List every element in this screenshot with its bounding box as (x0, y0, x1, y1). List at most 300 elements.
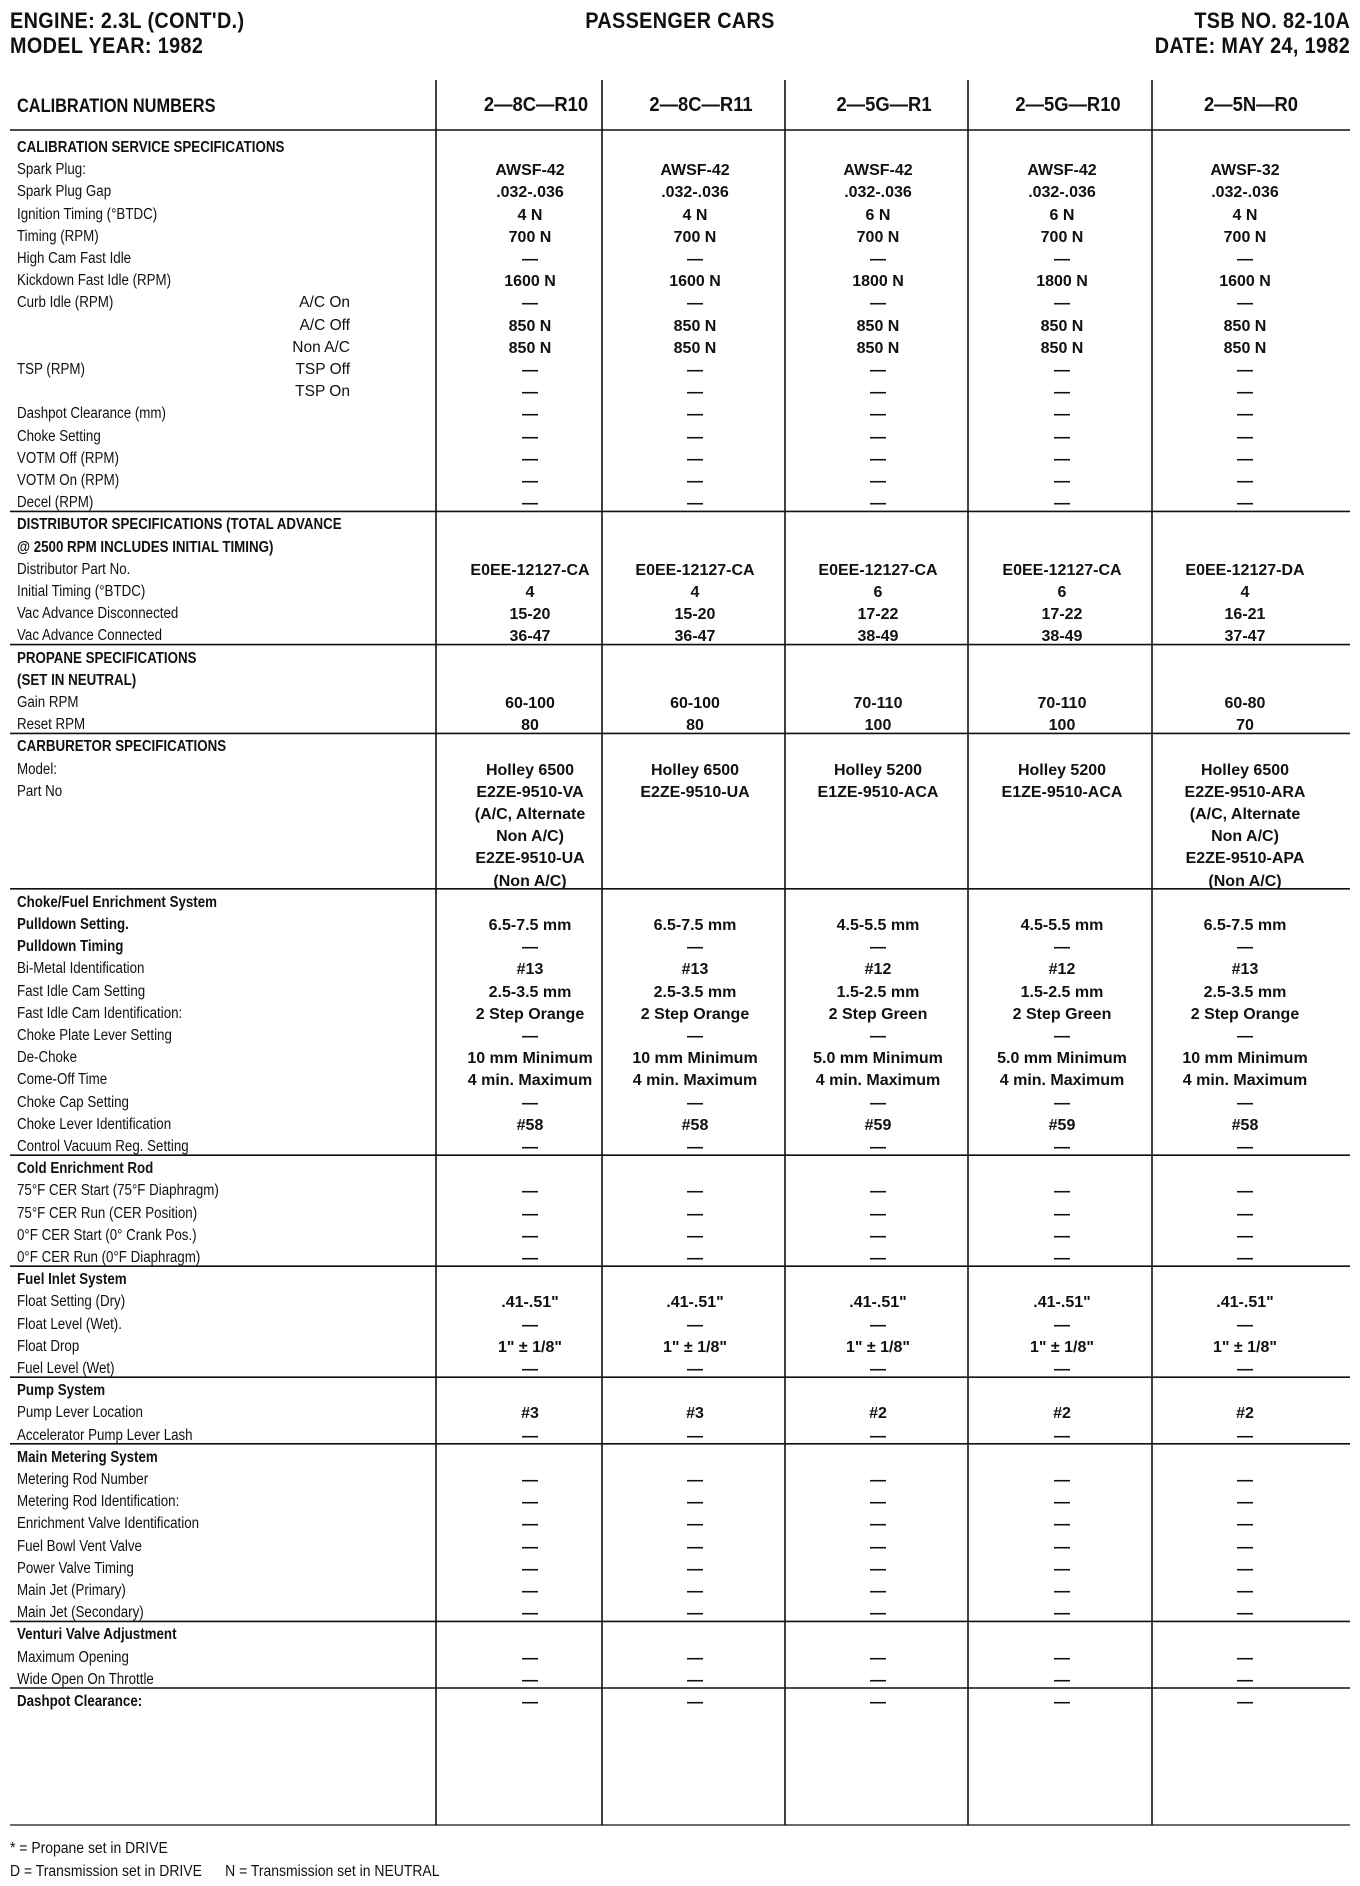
spec-value: 850 N (1040, 339, 1084, 357)
spec-value: — (1054, 1694, 1070, 1711)
spec-value: 4 (525, 584, 535, 601)
spec-value: 37-47 (1224, 628, 1266, 646)
spec-value: AWSF-32 (1210, 162, 1280, 180)
spec-value: — (870, 495, 886, 513)
spec-value: — (870, 1227, 886, 1245)
spec-value: (Non A/C) (493, 872, 567, 890)
spec-value: — (1054, 295, 1070, 313)
spec-value: AWSF-42 (495, 162, 565, 180)
spec-value: — (1237, 1494, 1253, 1512)
spec-value: — (1054, 1472, 1070, 1489)
spec-value: 60-100 (505, 695, 555, 712)
spec-value: — (1054, 362, 1070, 379)
spec-value: 2 Step Orange (475, 1005, 585, 1023)
row-label: Pump Lever Location (17, 1404, 143, 1422)
tsb-number: TSB NO. 82-10A (1194, 8, 1350, 33)
spec-value: 850 N (1223, 339, 1267, 357)
spec-value: 2 Step Green (1012, 1005, 1112, 1023)
spec-value: E0EE-12127-DA (1185, 561, 1305, 579)
spec-value: E0EE-12127-CA (1002, 561, 1122, 579)
spec-value: #13 (681, 961, 709, 979)
spec-value: #3 (521, 1405, 539, 1423)
spec-value: E1ZE-9510-ACA (1001, 783, 1123, 801)
row-sublabel: A/C On (299, 294, 350, 312)
spec-value: 1" ± 1/8" (1030, 1338, 1094, 1356)
spec-value: — (522, 1028, 538, 1045)
row-label: Pump System (17, 1382, 106, 1400)
spec-value: — (1237, 295, 1253, 313)
footnote-transmission: D = Transmission set in DRIVE N = Transmission set in NEUTRAL (10, 1863, 440, 1880)
row-sublabel: TSP On (295, 383, 350, 401)
spec-value: — (522, 1316, 538, 1334)
row-label: Choke Lever Identification (17, 1115, 172, 1133)
spec-value: — (870, 1516, 886, 1534)
spec-value: — (1237, 1250, 1253, 1267)
spec-value: 6 (873, 584, 883, 601)
spec-value: — (870, 1028, 886, 1045)
row-label: Fuel Level (Wet) (17, 1360, 115, 1377)
spec-value: #59 (1048, 1116, 1076, 1134)
spec-value: — (1237, 1028, 1253, 1045)
row-label: Vac Advance Connected (17, 627, 163, 645)
spec-value: — (870, 1560, 886, 1578)
spec-value: — (1054, 1583, 1070, 1600)
calibration-column-header: 2—5G—R10 (1015, 94, 1121, 116)
spec-value: — (522, 1427, 538, 1445)
spec-value: #58 (516, 1116, 544, 1134)
spec-value: Non A/C) (1211, 828, 1279, 846)
spec-value: 6 N (865, 206, 891, 224)
row-label: Wide Open On Throttle (17, 1670, 154, 1688)
spec-value: — (522, 495, 538, 513)
spec-value: 4 (1240, 584, 1250, 601)
bulletin-date: DATE: MAY 24, 1982 (1154, 33, 1350, 58)
spec-value: — (1054, 251, 1070, 268)
spec-value: — (687, 473, 703, 490)
row-label: Pulldown Timing (17, 938, 124, 956)
spec-value: 850 N (856, 317, 900, 335)
spec-value: .41-.51" (1033, 1294, 1091, 1312)
row-label: VOTM On (RPM) (17, 472, 120, 489)
spec-value: 2.5-3.5 mm (488, 983, 572, 1001)
spec-value: — (1237, 1094, 1253, 1112)
row-label: Vac Advance Disconnected (17, 605, 179, 623)
row-label: 0°F CER Run (0°F Diaphragm) (17, 1249, 201, 1266)
row-label: Curb Idle (RPM) (17, 294, 114, 312)
spec-value: #2 (1053, 1405, 1071, 1423)
spec-value: — (522, 1472, 538, 1489)
spec-value: .032-.036 (661, 184, 729, 202)
spec-value: — (687, 1427, 703, 1445)
spec-value: — (522, 1538, 538, 1556)
spec-value: — (1054, 428, 1070, 446)
spec-value: — (522, 939, 538, 957)
row-label: Metering Rod Number (17, 1471, 149, 1488)
row-label: Power Valve Timing (17, 1559, 134, 1577)
spec-value: — (1237, 1605, 1253, 1623)
spec-value: — (687, 251, 703, 268)
row-label: High Cam Fast Idle (17, 250, 132, 267)
spec-value: 2 Step Green (828, 1005, 928, 1023)
spec-value: — (1237, 495, 1253, 513)
row-label: Main Jet (Secondary) (17, 1604, 144, 1622)
calibration-column-header: 2—5N—R0 (1203, 94, 1299, 116)
spec-value: — (522, 384, 538, 402)
spec-value: 38-49 (857, 628, 899, 646)
spec-value: — (687, 1516, 703, 1534)
spec-value: 2.5-3.5 mm (653, 983, 737, 1001)
spec-value: 60-80 (1224, 695, 1266, 712)
spec-value: 36-47 (509, 628, 551, 646)
spec-value: 36-47 (674, 628, 716, 646)
spec-value: — (1054, 1094, 1070, 1112)
spec-value: — (1237, 406, 1253, 424)
spec-value: 10 mm Minimum (632, 1050, 758, 1068)
spec-value: — (870, 1427, 886, 1445)
spec-value: — (870, 1361, 886, 1378)
spec-value: (A/C, Alternate (474, 806, 586, 823)
row-label: Part No (17, 782, 63, 800)
spec-value: — (687, 450, 703, 468)
spec-value: — (522, 406, 538, 424)
spec-value: Holley 6500 (1200, 761, 1290, 779)
row-label: Gain RPM (17, 694, 79, 711)
spec-value: 700 N (1040, 228, 1084, 246)
spec-value: — (1054, 1671, 1070, 1689)
spec-value: — (522, 1139, 538, 1156)
spec-value: .032-.036 (844, 184, 912, 202)
spec-value: 2.5-3.5 mm (1203, 983, 1287, 1001)
spec-value: 1600 N (669, 273, 721, 291)
spec-value: — (687, 1671, 703, 1689)
spec-value: — (1054, 495, 1070, 513)
spec-value: — (687, 406, 703, 424)
spec-value: #2 (1236, 1405, 1254, 1423)
spec-value: 15-20 (509, 606, 551, 624)
spec-value: 1.5-2.5 mm (836, 983, 920, 1001)
spec-value: 700 N (508, 228, 552, 246)
spec-value: — (870, 1494, 886, 1512)
spec-value: — (870, 406, 886, 424)
spec-value: E2ZE-9510-UA (640, 783, 750, 801)
spec-value: 1" ± 1/8" (846, 1338, 910, 1356)
spec-value: 80 (521, 717, 539, 735)
row-label: Float Drop (17, 1337, 80, 1355)
spec-value: — (522, 1250, 538, 1267)
row-label: Main Metering System (17, 1448, 158, 1466)
spec-value: 2 Step Orange (1190, 1005, 1300, 1023)
row-label: Venturi Valve Adjustment (17, 1626, 177, 1644)
spec-value: 16-21 (1224, 606, 1266, 624)
spec-value: .41-.51" (1216, 1294, 1274, 1312)
row-label: Cold Enrichment Rod (17, 1160, 154, 1178)
row-label: Come-Off Time (17, 1071, 108, 1089)
spec-value: — (870, 1139, 886, 1156)
spec-value: #13 (516, 961, 544, 979)
spec-value: — (687, 1028, 703, 1045)
spec-value: — (1054, 1227, 1070, 1245)
spec-value: — (687, 1694, 703, 1711)
spec-value: — (687, 1361, 703, 1378)
calibration-column-header: 2—8C—R10 (483, 94, 589, 116)
row-label: Main Jet (Primary) (17, 1582, 126, 1599)
row-label: Choke Plate Lever Setting (17, 1027, 172, 1044)
spec-value: — (522, 1583, 538, 1600)
spec-value: — (1054, 1560, 1070, 1578)
row-label: Dashpot Clearance: (17, 1693, 143, 1710)
spec-value: — (1237, 1139, 1253, 1156)
row-label: DISTRIBUTOR SPECIFICATIONS (TOTAL ADVANCE (17, 516, 342, 534)
spec-value: — (522, 1605, 538, 1623)
spec-value: 850 N (1040, 317, 1084, 335)
row-label: VOTM Off (RPM) (17, 449, 119, 467)
spec-value: #58 (1231, 1116, 1259, 1134)
row-label: Fast Idle Cam Setting (17, 982, 146, 1000)
spec-value: — (1237, 1538, 1253, 1556)
spec-value: — (1054, 1516, 1070, 1534)
spec-value: 1" ± 1/8" (1213, 1338, 1277, 1356)
spec-value: 4 min. Maximum (632, 1072, 758, 1090)
spec-value: 700 N (1223, 228, 1267, 246)
spec-value: 17-22 (1041, 606, 1083, 624)
spec-value: 850 N (856, 339, 900, 357)
spec-value: — (522, 428, 538, 446)
spec-value: — (1237, 1649, 1253, 1667)
spec-value: — (522, 1094, 538, 1112)
spec-value: .41-.51" (849, 1294, 907, 1312)
spec-value: — (1237, 251, 1253, 268)
row-label: Float Level (Wet). (17, 1315, 122, 1333)
spec-value: — (522, 251, 538, 268)
spec-value: — (687, 362, 703, 379)
spec-value: — (870, 1649, 886, 1667)
spec-value: — (687, 1538, 703, 1556)
calibration-numbers-heading: CALIBRATION NUMBERS (17, 96, 216, 117)
row-label: Fuel Inlet System (17, 1271, 127, 1289)
spec-value: 4 min. Maximum (1182, 1072, 1308, 1090)
calibration-column-header: 2—8C—R11 (649, 94, 753, 116)
spec-value: — (687, 1494, 703, 1512)
spec-value: — (687, 384, 703, 402)
spec-value: — (687, 1472, 703, 1489)
spec-value: E1ZE-9510-ACA (817, 783, 939, 801)
spec-value: E2ZE-9510-APA (1185, 850, 1305, 868)
spec-value: — (870, 473, 886, 490)
spec-value: — (1237, 428, 1253, 446)
spec-value: 4.5-5.5 mm (836, 917, 920, 934)
spec-value: 70-110 (853, 695, 903, 712)
spec-value: 4 min. Maximum (999, 1072, 1125, 1090)
spec-value: — (870, 1250, 886, 1267)
spec-value: — (1054, 1316, 1070, 1334)
spec-value: 6 N (1049, 206, 1075, 224)
spec-value: 4 min. Maximum (467, 1072, 593, 1090)
row-label: Model: (17, 760, 58, 778)
row-label: (SET IN NEUTRAL) (17, 671, 137, 689)
spec-value: 6.5-7.5 mm (653, 917, 737, 934)
spec-value: — (522, 1671, 538, 1689)
spec-value: 4 N (682, 206, 708, 224)
spec-value: #3 (686, 1405, 704, 1423)
spec-value: 850 N (508, 317, 552, 335)
spec-value: — (522, 1183, 538, 1201)
spec-value: 10 mm Minimum (467, 1050, 593, 1068)
spec-value: — (522, 362, 538, 379)
spec-value: — (687, 495, 703, 513)
spec-value: — (1237, 1205, 1253, 1223)
spec-value: E2ZE-9510-VA (476, 783, 584, 801)
spec-value: — (1054, 1649, 1070, 1667)
spec-value: — (870, 1316, 886, 1334)
spec-value: — (870, 1472, 886, 1489)
row-label: Ignition Timing (°BTDC) (17, 205, 158, 223)
spec-value: 5.0 mm Minimum (813, 1050, 943, 1068)
spec-value: — (1054, 1427, 1070, 1445)
spec-value: — (522, 1560, 538, 1578)
spec-value: E0EE-12127-CA (635, 561, 755, 579)
spec-value: — (870, 428, 886, 446)
spec-value: — (870, 1094, 886, 1112)
spec-value: E0EE-12127-CA (818, 561, 938, 579)
spec-value: — (1237, 450, 1253, 468)
spec-value: 60-100 (670, 695, 720, 712)
row-label: 75°F CER Start (75°F Diaphragm) (17, 1182, 219, 1200)
spec-value: — (870, 1605, 886, 1623)
spec-value: 1600 N (504, 273, 556, 291)
spec-value: — (1237, 1694, 1253, 1711)
spec-value: — (870, 1538, 886, 1556)
spec-value: — (870, 1694, 886, 1711)
spec-value: 4 N (1232, 206, 1258, 224)
spec-value: — (1237, 1227, 1253, 1245)
row-label: De-Choke (17, 1049, 78, 1067)
spec-value: — (522, 295, 538, 313)
spec-value: 70 (1236, 717, 1254, 735)
spec-value: — (1054, 1538, 1070, 1556)
page-title: PASSENGER CARS (585, 8, 775, 33)
row-label: PROPANE SPECIFICATIONS (17, 649, 197, 667)
spec-value: .032-.036 (496, 184, 564, 202)
spec-value: 17-22 (857, 606, 899, 624)
spec-value: 1.5-2.5 mm (1020, 983, 1104, 1001)
spec-value: E0EE-12127-CA (470, 561, 590, 579)
row-label: Distributor Part No. (17, 560, 131, 578)
spec-value: #2 (869, 1405, 887, 1423)
spec-value: — (1237, 384, 1253, 402)
row-label: TSP (RPM) (17, 361, 85, 378)
spec-value: — (522, 450, 538, 468)
spec-value: 6.5-7.5 mm (1203, 917, 1287, 934)
footnote-propane: * = Propane set in DRIVE (10, 1840, 168, 1857)
spec-value: 10 mm Minimum (1182, 1050, 1308, 1068)
spec-value: — (1054, 1494, 1070, 1512)
spec-value: 1" ± 1/8" (663, 1338, 727, 1356)
spec-value: #12 (864, 961, 892, 979)
spec-value: — (1054, 1183, 1070, 1201)
row-label: Spark Plug: (17, 161, 86, 179)
spec-value: — (687, 939, 703, 957)
row-label: Choke Setting (17, 427, 101, 445)
spec-value: .41-.51" (501, 1294, 559, 1312)
model-year-label: MODEL YEAR: 1982 (10, 33, 204, 58)
spec-value: — (1054, 1205, 1070, 1223)
spec-value: 6 (1057, 584, 1067, 601)
spec-value: — (687, 295, 703, 313)
spec-value: — (687, 1227, 703, 1245)
spec-value: — (1054, 406, 1070, 424)
spec-value: — (687, 1560, 703, 1578)
row-label: Maximum Opening (17, 1648, 129, 1666)
spec-value: — (870, 450, 886, 468)
spec-value: 700 N (673, 228, 717, 246)
spec-value: .032-.036 (1211, 184, 1279, 202)
spec-value: E2ZE-9510-ARA (1184, 783, 1306, 801)
spec-value: 1800 N (852, 273, 904, 291)
spec-value: #58 (681, 1116, 709, 1134)
row-label: Dashpot Clearance (mm) (17, 405, 166, 423)
row-label: Float Setting (Dry) (17, 1293, 126, 1311)
spec-value: — (870, 939, 886, 957)
spec-value: — (870, 1183, 886, 1201)
row-label: Initial Timing (°BTDC) (17, 583, 146, 600)
spec-value: AWSF-42 (660, 162, 730, 180)
spec-value: — (1237, 1560, 1253, 1578)
spec-value: 1800 N (1036, 273, 1088, 291)
spec-value: — (687, 1649, 703, 1667)
spec-value: — (1054, 1028, 1070, 1045)
spec-value: — (1237, 939, 1253, 957)
row-label: Fuel Bowl Vent Valve (17, 1537, 142, 1555)
spec-value: #13 (1231, 961, 1259, 979)
row-label: Accelerator Pump Lever Lash (17, 1426, 193, 1444)
bulletin-header (1155, 8, 1350, 58)
row-label: 75°F CER Run (CER Position) (17, 1204, 198, 1222)
spec-value: #12 (1048, 961, 1076, 979)
row-label: Fast Idle Cam Identification: (17, 1004, 183, 1022)
spec-value: — (870, 1671, 886, 1689)
spec-value: — (1237, 1183, 1253, 1201)
spec-value: — (687, 1205, 703, 1223)
spec-value: 6.5-7.5 mm (488, 917, 572, 934)
row-label: Decel (RPM) (17, 494, 94, 512)
spec-value: 5.0 mm Minimum (997, 1050, 1127, 1068)
spec-value: — (870, 362, 886, 379)
spec-value: Holley 6500 (485, 761, 575, 779)
spec-value: — (1237, 1316, 1253, 1334)
spec-value: — (687, 1605, 703, 1623)
spec-value: — (1237, 362, 1253, 379)
spec-value: 70-110 (1037, 695, 1087, 712)
spec-value: 4.5-5.5 mm (1020, 917, 1104, 934)
spec-value: Holley 6500 (650, 761, 740, 779)
spec-value: 4 N (517, 206, 543, 224)
spec-value: — (1237, 1671, 1253, 1689)
spec-value: 850 N (508, 339, 552, 357)
spec-value: 700 N (856, 228, 900, 246)
spec-value: Holley 5200 (1017, 761, 1107, 779)
spec-value: 1" ± 1/8" (498, 1338, 562, 1356)
spec-value: 4 min. Maximum (815, 1072, 941, 1090)
spec-value: — (522, 1227, 538, 1245)
row-label: Metering Rod Identification: (17, 1493, 180, 1511)
spec-value: 1600 N (1219, 273, 1271, 291)
spec-value: — (870, 1583, 886, 1600)
spec-value: — (1054, 1139, 1070, 1156)
spec-value: — (687, 1139, 703, 1156)
spec-value: 850 N (673, 317, 717, 335)
row-label: Control Vacuum Reg. Setting (17, 1138, 189, 1155)
spec-value: — (522, 1694, 538, 1711)
